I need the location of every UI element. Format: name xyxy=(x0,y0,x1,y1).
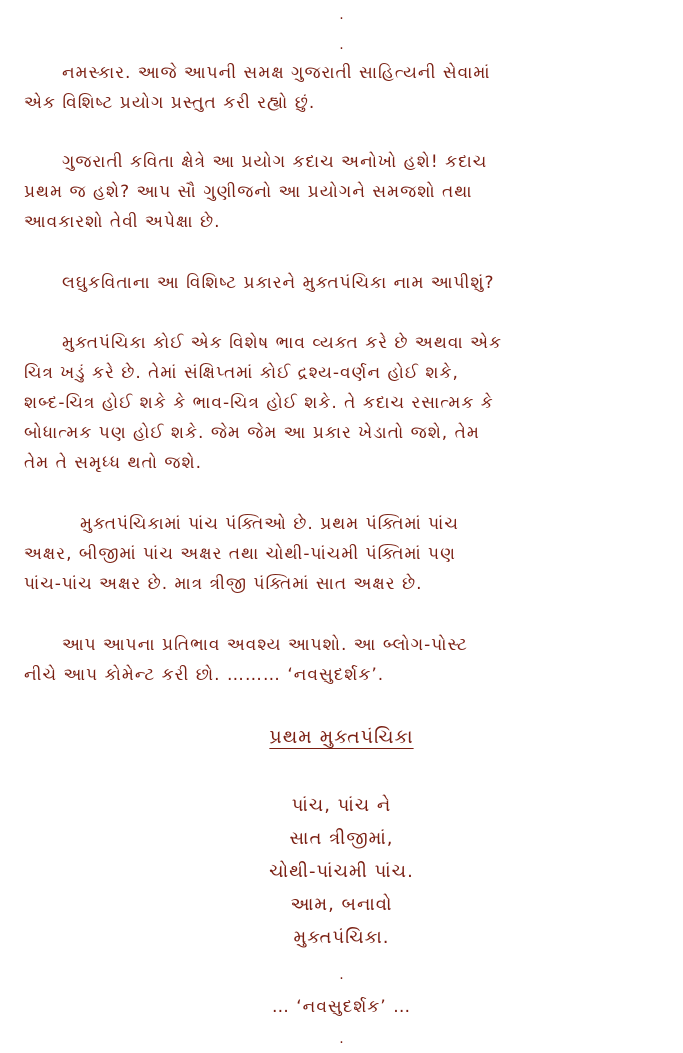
paragraph-line: આવકારશો તેવી અપેક્ષા છે. xyxy=(24,212,221,232)
paragraph-line: આપ આપના પ્રતિભાવ અવશ્ય આપશો. આ બ્લોગ-પોસ્ટ xyxy=(62,635,468,655)
paragraph-description xyxy=(24,328,614,478)
paragraph-line: નમસ્કાર. આજે આપની સમક્ષ ગુજરાતી સાહિત્યની સેવામાં xyxy=(62,63,491,83)
poem-line: પાંચ, પાંચ ને xyxy=(291,795,392,816)
poem-line: સાત ત્રીજીમાં, xyxy=(289,828,394,849)
poem-line: ચોથી-પાંચમી પાંચ. xyxy=(269,861,414,882)
poem-line: આમ, બનાવો xyxy=(290,894,393,915)
paragraph-line: મુક્તપંચિકામાં પાંચ પંક્તિઓ છે. પ્રથમ પંક્તિમાં પાંચ xyxy=(80,514,459,534)
paragraph-line: ગુજરાતી કવિતા ક્ષેત્રે આ પ્રયોગ કદાચ અનોખો હશે! કદાચ xyxy=(62,152,488,172)
paragraph-structure xyxy=(24,509,614,599)
bottom-dot: . xyxy=(339,1031,344,1047)
paragraph-naming xyxy=(24,268,614,298)
paragraph-novelty xyxy=(24,147,614,237)
paragraph-line: અક્ષર, બીજીમાં પાંચ અક્ષર તથા ચોથી-પાંચમી પંક્તિમાં પણ xyxy=(24,544,456,564)
paragraph-line: એક વિશિષ્ટ પ્રયોગ પ્રસ્તુત કરી રહ્યો છું. xyxy=(24,93,316,113)
paragraph-line: નીચે આપ કોમેન્ટ કરી છો. ……… ‘નવસુદર્શક’. xyxy=(24,665,385,685)
top-dot-2: . xyxy=(339,37,344,53)
paragraph-line: પ્રથમ જ હશે? આપ સૌ ગુણીજનો આ પ્રયોગને સમજશો તથા xyxy=(24,182,473,202)
separator-dot: . xyxy=(339,967,344,983)
paragraph-line: પાંચ-પાંચ અક્ષર છે. માત્ર ત્રીજી પંક્તિમાં સાત અક્ષર છે. xyxy=(24,574,423,594)
paragraph-line: તેમ તે સમૃધ્ધ થતો જશે. xyxy=(24,453,203,473)
paragraph-feedback xyxy=(24,630,614,690)
paragraph-line: બોધાત્મક પણ હોઈ શકે. જેમ જેમ આ પ્રકાર ખેડાતો જશે, તેમ xyxy=(24,423,480,443)
paragraph-intro xyxy=(24,58,614,118)
top-dot-1: . xyxy=(339,7,344,23)
poem-heading xyxy=(0,722,683,752)
paragraph-line: મુક્તપંચિકા કોઈ એક વિશેષ ભાવ વ્યક્ત કરે છે અથવા એક xyxy=(62,333,503,353)
author-signature: … ‘નવસુદર્શક’ … xyxy=(271,997,412,1017)
paragraph-line: શબ્દ-ચિત્ર હોઈ શકે કે ભાવ-ચિત્ર હોઈ શકે. તે કદાચ રસાત્મક કે xyxy=(24,393,494,413)
poem-line: મુક્તપંચિકા. xyxy=(293,927,390,948)
poem-heading-text: પ્રથમ મુક્તપંચિકા xyxy=(269,726,414,748)
paragraph-line: ચિત્ર ખડું કરે છે. તેમાં સંક્ષિપ્તમાં કોઈ દ્રશ્ય-વર્ણન હોઈ શકે, xyxy=(24,363,459,383)
paragraph-line: લઘુકવિતાના આ વિશિષ્ટ પ્રકારને મુક્તપંચિકા નામ આપીશું? xyxy=(62,273,495,293)
poem xyxy=(0,789,683,954)
